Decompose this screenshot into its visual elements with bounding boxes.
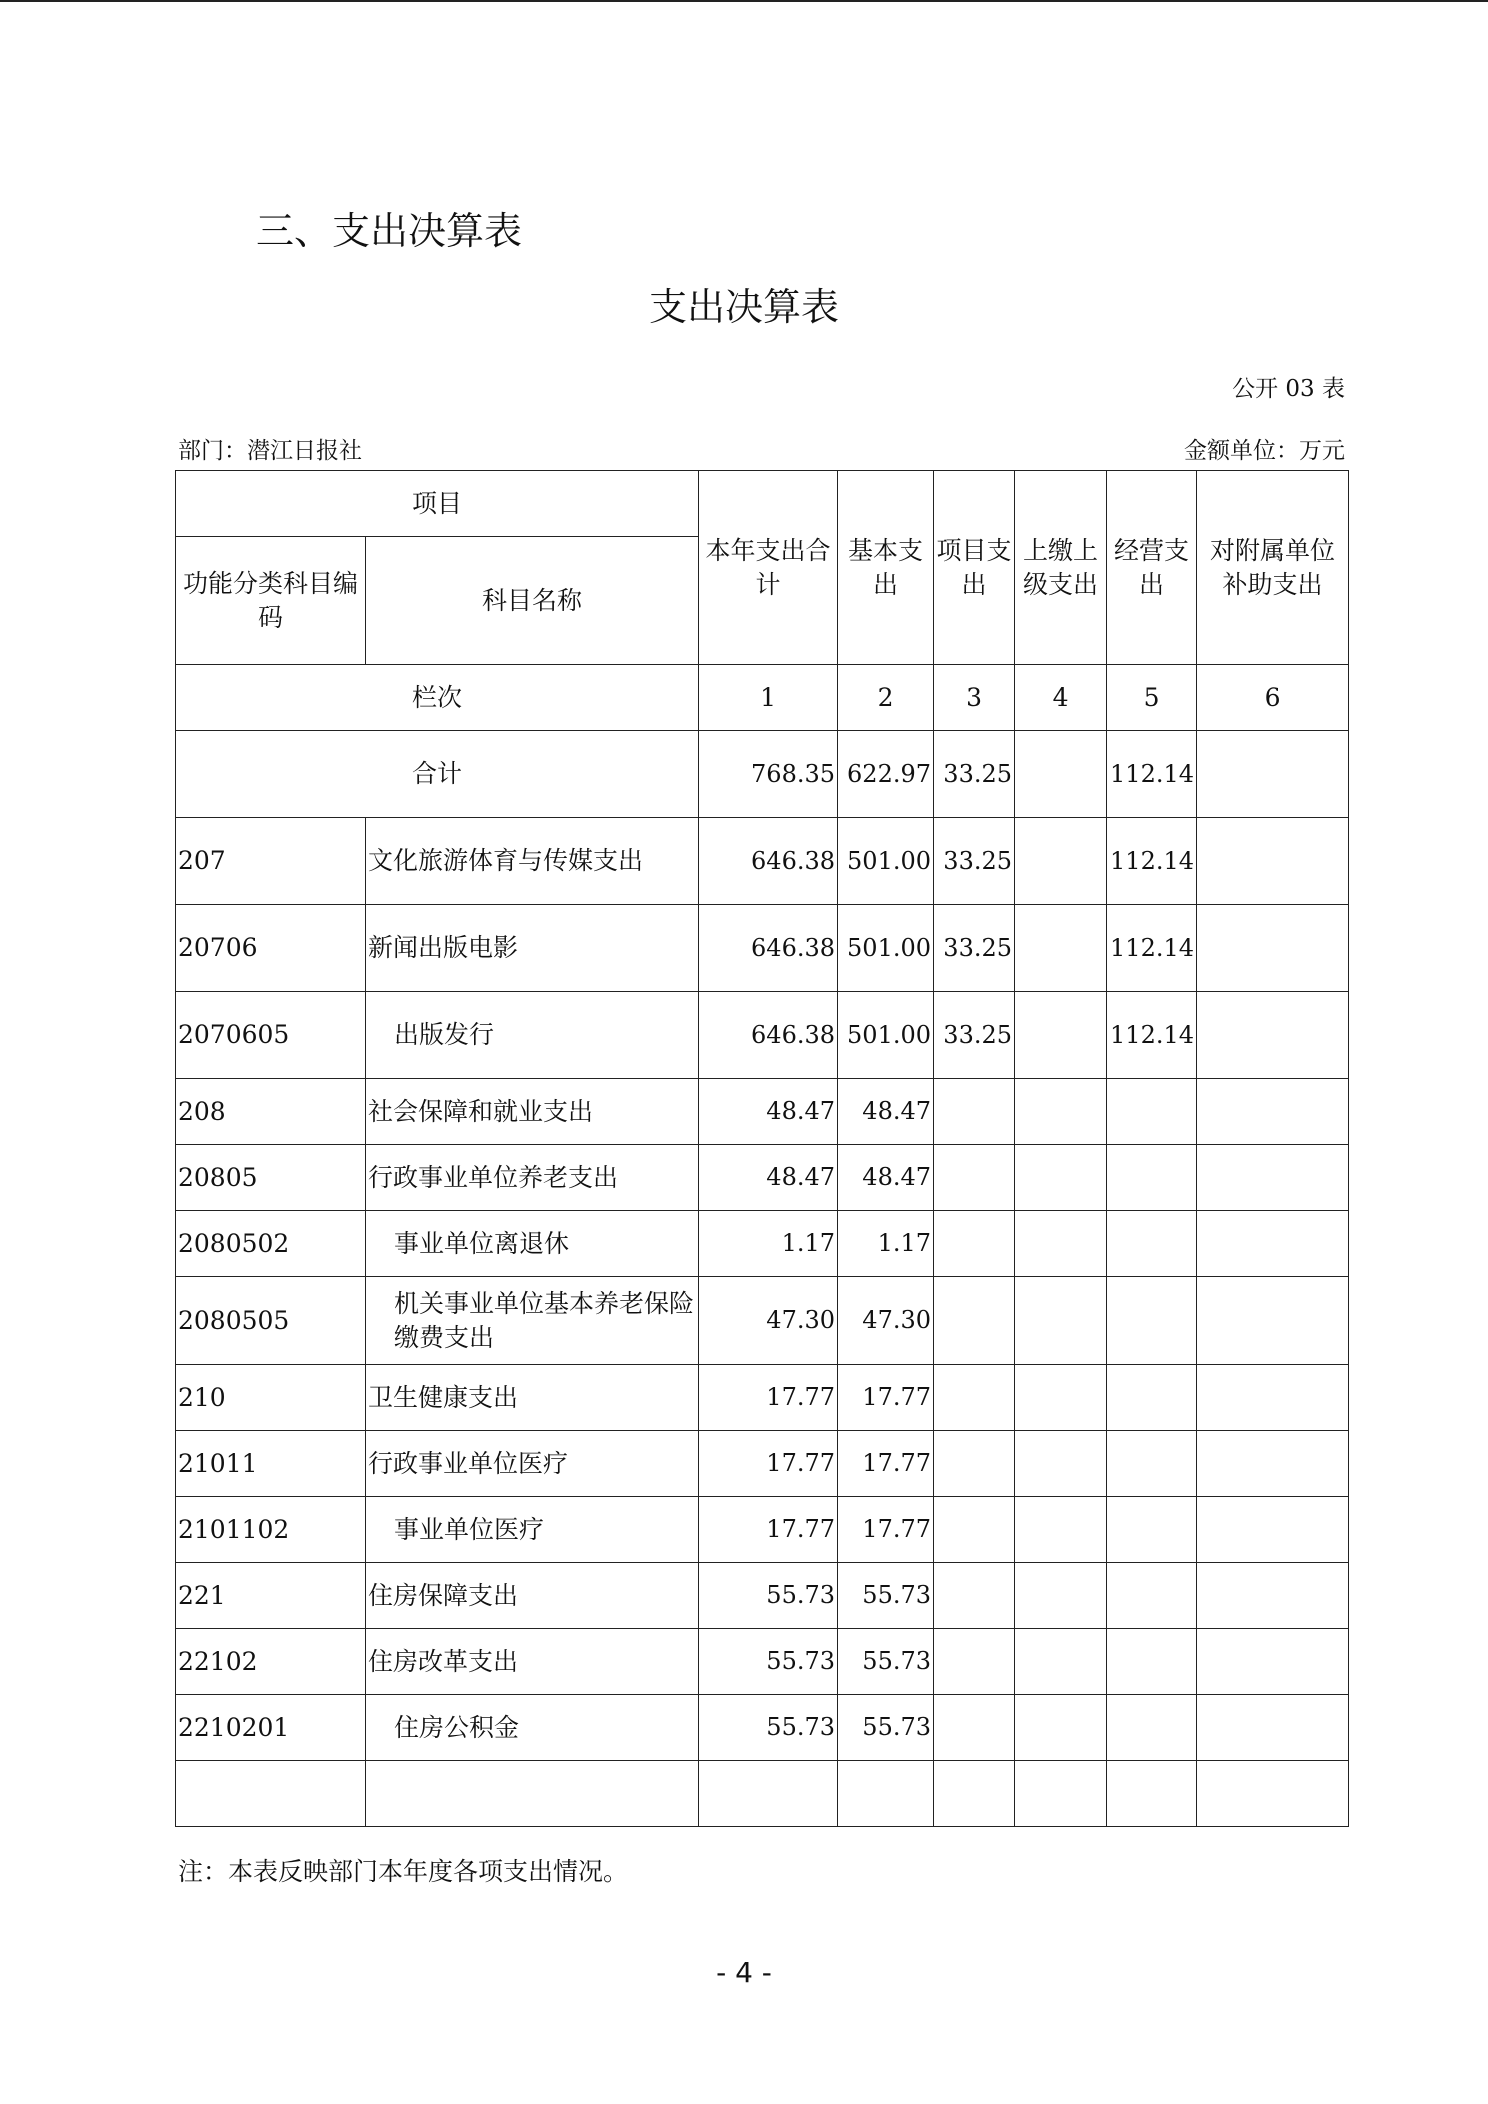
row-value xyxy=(934,1365,1015,1431)
row-name: 文化旅游体育与传媒支出 xyxy=(366,818,699,905)
row-value: 112.14 xyxy=(1107,992,1197,1079)
row-name: 行政事业单位养老支出 xyxy=(366,1145,699,1211)
row-code: 20805 xyxy=(176,1145,366,1211)
row-name: 事业单位医疗 xyxy=(366,1497,699,1563)
header-project: 项目 xyxy=(176,471,699,537)
table-row xyxy=(176,1761,1349,1827)
column-number: 4 xyxy=(1015,665,1107,731)
total-value: 33.25 xyxy=(934,731,1015,818)
row-value xyxy=(1015,1497,1107,1563)
row-value: 17.77 xyxy=(838,1497,934,1563)
row-value: 55.73 xyxy=(699,1563,838,1629)
row-value xyxy=(1197,1563,1349,1629)
row-value xyxy=(1197,905,1349,992)
header-subject-name: 科目名称 xyxy=(366,537,699,665)
row-value xyxy=(1107,1695,1197,1761)
row-name: 社会保障和就业支出 xyxy=(366,1079,699,1145)
row-value xyxy=(1015,992,1107,1079)
column-number-label: 栏次 xyxy=(176,665,699,731)
row-value xyxy=(699,1761,838,1827)
row-code: 2080505 xyxy=(176,1277,366,1365)
column-number: 3 xyxy=(934,665,1015,731)
row-value: 17.77 xyxy=(699,1497,838,1563)
section-title: 三、支出决算表 xyxy=(256,209,523,253)
row-name: 住房改革支出 xyxy=(366,1629,699,1695)
row-value xyxy=(1107,1211,1197,1277)
row-value: 501.00 xyxy=(838,905,934,992)
row-value xyxy=(838,1761,934,1827)
expenditure-table xyxy=(175,470,1349,1827)
table-row xyxy=(176,1365,1349,1431)
row-value xyxy=(934,1145,1015,1211)
row-code: 20706 xyxy=(176,905,366,992)
row-value xyxy=(1107,1145,1197,1211)
row-code: 21011 xyxy=(176,1431,366,1497)
row-value: 501.00 xyxy=(838,818,934,905)
row-value: 1.17 xyxy=(699,1211,838,1277)
row-value xyxy=(1197,1695,1349,1761)
row-value xyxy=(934,1629,1015,1695)
row-value: 112.14 xyxy=(1107,905,1197,992)
row-value: 17.77 xyxy=(838,1431,934,1497)
header-func-code: 功能分类科目编码 xyxy=(176,537,366,665)
row-value xyxy=(934,1761,1015,1827)
row-value xyxy=(1015,1431,1107,1497)
row-value xyxy=(934,1079,1015,1145)
table-code: 公开 03 表 xyxy=(1232,376,1345,402)
row-value xyxy=(1107,1629,1197,1695)
row-value: 55.73 xyxy=(699,1629,838,1695)
row-value: 112.14 xyxy=(1107,818,1197,905)
table-row xyxy=(176,1079,1349,1145)
table-title: 支出决算表 xyxy=(648,285,839,329)
total-value xyxy=(1015,731,1107,818)
row-code xyxy=(176,1761,366,1827)
row-value xyxy=(1107,1563,1197,1629)
row-value xyxy=(934,1431,1015,1497)
row-code: 221 xyxy=(176,1563,366,1629)
row-value: 55.73 xyxy=(838,1563,934,1629)
table-row xyxy=(176,905,1349,992)
row-value xyxy=(1107,1277,1197,1365)
row-code: 2080502 xyxy=(176,1211,366,1277)
row-value xyxy=(1015,905,1107,992)
row-value xyxy=(1107,1365,1197,1431)
row-value xyxy=(1197,992,1349,1079)
row-value xyxy=(934,1695,1015,1761)
row-value: 55.73 xyxy=(699,1695,838,1761)
row-code: 2101102 xyxy=(176,1497,366,1563)
column-number-row xyxy=(176,665,1349,731)
total-value xyxy=(1197,731,1349,818)
row-value xyxy=(934,1211,1015,1277)
table-row xyxy=(176,1145,1349,1211)
row-name: 事业单位离退休 xyxy=(366,1211,699,1277)
row-value: 17.77 xyxy=(699,1365,838,1431)
row-name xyxy=(366,1761,699,1827)
row-value: 646.38 xyxy=(699,818,838,905)
header-total: 本年支出合计 xyxy=(699,471,838,665)
row-value xyxy=(1197,1211,1349,1277)
row-value: 48.47 xyxy=(838,1145,934,1211)
row-value xyxy=(1015,1629,1107,1695)
header-project-exp: 项目支出 xyxy=(934,471,1015,665)
row-value xyxy=(1197,1497,1349,1563)
total-row xyxy=(176,731,1349,818)
header-basic: 基本支出 xyxy=(838,471,934,665)
row-value: 47.30 xyxy=(699,1277,838,1365)
row-value xyxy=(1197,1365,1349,1431)
unit-label: 金额单位：万元 xyxy=(1184,438,1345,464)
row-value xyxy=(1015,1563,1107,1629)
row-value xyxy=(1015,1365,1107,1431)
row-code: 2210201 xyxy=(176,1695,366,1761)
row-value: 17.77 xyxy=(838,1365,934,1431)
row-code: 22102 xyxy=(176,1629,366,1695)
row-value xyxy=(1197,1145,1349,1211)
department-label: 部门：潜江日报社 xyxy=(178,438,362,464)
table-row xyxy=(176,1695,1349,1761)
table-row xyxy=(176,1277,1349,1365)
row-value: 501.00 xyxy=(838,992,934,1079)
row-value xyxy=(1015,1145,1107,1211)
row-value xyxy=(1015,1695,1107,1761)
row-name: 行政事业单位医疗 xyxy=(366,1431,699,1497)
row-value xyxy=(1015,1761,1107,1827)
header-subsidy: 对附属单位补助支出 xyxy=(1197,471,1349,665)
table-row xyxy=(176,1497,1349,1563)
table-row xyxy=(176,1563,1349,1629)
row-value: 1.17 xyxy=(838,1211,934,1277)
total-value: 112.14 xyxy=(1107,731,1197,818)
page-number: - 4 - xyxy=(716,1956,772,1989)
column-number: 6 xyxy=(1197,665,1349,731)
row-value: 646.38 xyxy=(699,992,838,1079)
row-code: 2070605 xyxy=(176,992,366,1079)
header-row-1 xyxy=(176,471,1349,537)
column-number: 2 xyxy=(838,665,934,731)
row-code: 210 xyxy=(176,1365,366,1431)
row-value: 646.38 xyxy=(699,905,838,992)
row-value: 33.25 xyxy=(934,992,1015,1079)
row-name: 卫生健康支出 xyxy=(366,1365,699,1431)
row-value xyxy=(1107,1079,1197,1145)
table-row xyxy=(176,818,1349,905)
row-value xyxy=(1107,1497,1197,1563)
row-value xyxy=(1015,1079,1107,1145)
header-business: 经营支出 xyxy=(1107,471,1197,665)
row-value: 33.25 xyxy=(934,905,1015,992)
row-name: 新闻出版电影 xyxy=(366,905,699,992)
row-value: 48.47 xyxy=(699,1079,838,1145)
row-value: 48.47 xyxy=(838,1079,934,1145)
row-value xyxy=(1107,1761,1197,1827)
table-row xyxy=(176,1431,1349,1497)
row-value xyxy=(1197,1761,1349,1827)
row-code: 208 xyxy=(176,1079,366,1145)
row-value xyxy=(1197,1079,1349,1145)
table-row xyxy=(176,992,1349,1079)
row-value xyxy=(1107,1431,1197,1497)
row-value: 17.77 xyxy=(699,1431,838,1497)
row-name: 住房保障支出 xyxy=(366,1563,699,1629)
row-value: 55.73 xyxy=(838,1629,934,1695)
row-value: 33.25 xyxy=(934,818,1015,905)
page-top-border xyxy=(0,0,1488,2)
row-name: 机关事业单位基本养老保险缴费支出 xyxy=(366,1277,699,1365)
total-value: 622.97 xyxy=(838,731,934,818)
total-value: 768.35 xyxy=(699,731,838,818)
row-value xyxy=(934,1277,1015,1365)
table-row xyxy=(176,1629,1349,1695)
row-value: 55.73 xyxy=(838,1695,934,1761)
row-name: 住房公积金 xyxy=(366,1695,699,1761)
row-value: 48.47 xyxy=(699,1145,838,1211)
row-value xyxy=(1197,818,1349,905)
header-upper: 上缴上级支出 xyxy=(1015,471,1107,665)
row-value xyxy=(1015,818,1107,905)
column-number: 5 xyxy=(1107,665,1197,731)
total-label: 合计 xyxy=(176,731,699,818)
row-value xyxy=(1197,1277,1349,1365)
column-number: 1 xyxy=(699,665,838,731)
table-note: 注：本表反映部门本年度各项支出情况。 xyxy=(178,1857,629,1886)
table-row xyxy=(176,1211,1349,1277)
row-name: 出版发行 xyxy=(366,992,699,1079)
row-value xyxy=(1015,1211,1107,1277)
row-value xyxy=(1197,1431,1349,1497)
row-value: 47.30 xyxy=(838,1277,934,1365)
row-value xyxy=(1197,1629,1349,1695)
row-code: 207 xyxy=(176,818,366,905)
row-value xyxy=(934,1563,1015,1629)
row-value xyxy=(1015,1277,1107,1365)
row-value xyxy=(934,1497,1015,1563)
